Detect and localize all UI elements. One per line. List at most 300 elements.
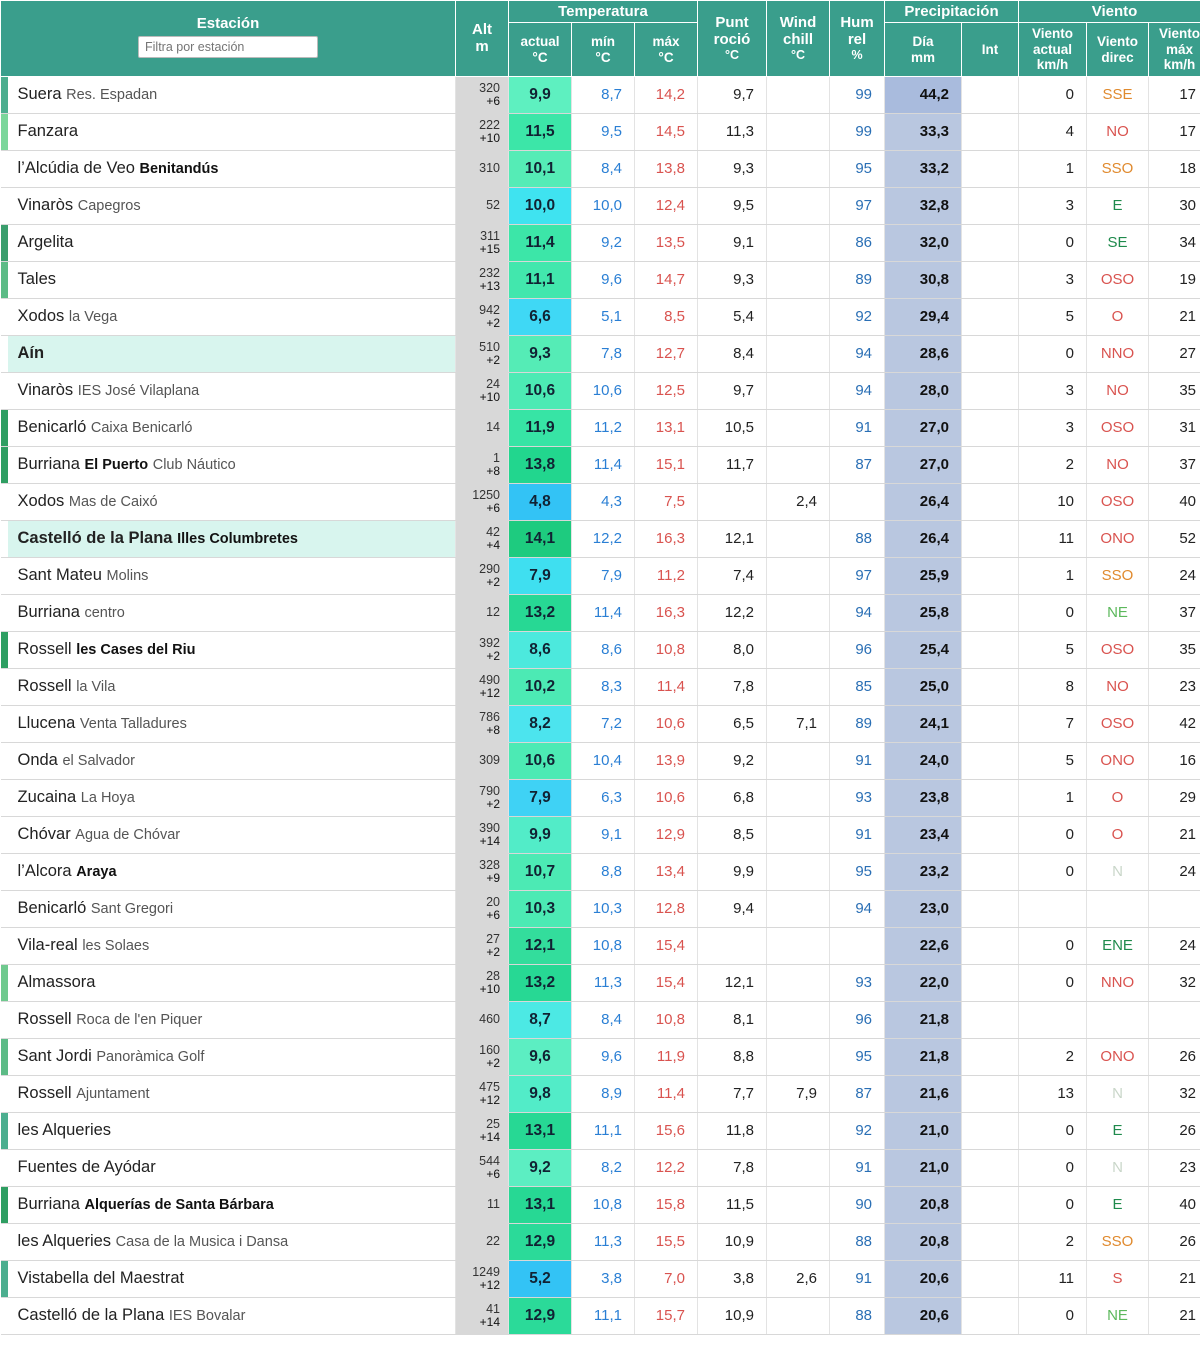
altitude-offset: +2 <box>486 316 500 331</box>
temp-actual-cell: 11,4 <box>509 224 572 261</box>
humidity-cell: 92 <box>830 298 885 335</box>
wind-direction-cell: NO <box>1087 668 1149 705</box>
table-row[interactable] <box>1 76 1200 113</box>
humidity-cell: 86 <box>830 224 885 261</box>
wind-max-cell: 30 <box>1149 187 1200 224</box>
station-name-cell[interactable] <box>8 409 456 446</box>
wind-max-cell: 24 <box>1149 927 1200 964</box>
header-chill-label: chill <box>782 31 813 49</box>
altitude-offset: +6 <box>486 501 500 516</box>
table-row[interactable] <box>1 261 1200 298</box>
header-precip-int: Int <box>962 23 1019 77</box>
precip-intensity-cell <box>962 446 1019 483</box>
altitude-cell <box>456 113 509 150</box>
temp-actual-cell: 9,3 <box>509 335 572 372</box>
altitude-value: 160 <box>479 1042 500 1057</box>
table-row[interactable] <box>1 1038 1200 1075</box>
wind-actual-cell: 7 <box>1019 705 1087 742</box>
wind-direction-cell: NO <box>1087 372 1149 409</box>
station-name-cell[interactable] <box>8 594 456 631</box>
table-row[interactable] <box>1 187 1200 224</box>
table-row[interactable] <box>1 742 1200 779</box>
table-row[interactable] <box>1 113 1200 150</box>
station-name-cell[interactable] <box>8 1112 456 1149</box>
precip-intensity-cell <box>962 261 1019 298</box>
station-name-cell[interactable] <box>8 335 456 372</box>
station-name-cell[interactable] <box>8 1223 456 1260</box>
station-main-name: Chóvar <box>17 825 71 844</box>
station-name-cell[interactable] <box>8 1038 456 1075</box>
altitude-offset: +8 <box>486 464 500 479</box>
precip-intensity-cell <box>962 927 1019 964</box>
table-row[interactable] <box>1 927 1200 964</box>
row-color-bar <box>1 1260 8 1297</box>
station-name-cell[interactable] <box>8 668 456 705</box>
station-name-cell[interactable] <box>8 298 456 335</box>
wind-actual-cell: 0 <box>1019 1186 1087 1223</box>
station-name-cell[interactable] <box>8 76 456 113</box>
humidity-cell: 91 <box>830 1260 885 1297</box>
station-name-cell[interactable] <box>8 890 456 927</box>
precip-intensity-cell <box>962 594 1019 631</box>
table-row[interactable] <box>1 964 1200 1001</box>
altitude-value: 11 <box>487 1197 500 1212</box>
wind-max-cell: 21 <box>1149 298 1200 335</box>
altitude-value: 22 <box>486 1234 500 1249</box>
table-row[interactable] <box>1 853 1200 890</box>
temp-max-cell: 13,4 <box>635 853 698 890</box>
station-main-name: Sant Mateu <box>17 566 102 585</box>
row-color-bar <box>1 964 8 1001</box>
row-color-bar <box>1 1075 8 1112</box>
temp-min-cell: 8,4 <box>572 1001 635 1038</box>
wind-actual-cell: 11 <box>1019 1260 1087 1297</box>
wind-direction-cell: OSO <box>1087 705 1149 742</box>
temp-max-cell: 11,2 <box>635 557 698 594</box>
table-row[interactable] <box>1 150 1200 187</box>
station-name-cell[interactable] <box>8 1149 456 1186</box>
temp-actual-cell: 11,5 <box>509 113 572 150</box>
station-main-name: Zucaina <box>17 788 77 807</box>
precipitation-cell: 20,8 <box>885 1223 962 1260</box>
station-name-cell[interactable] <box>8 557 456 594</box>
altitude-value: 310 <box>479 161 500 176</box>
table-row[interactable] <box>1 1075 1200 1112</box>
windchill-cell <box>767 631 830 668</box>
wind-max-cell: 35 <box>1149 372 1200 409</box>
temp-actual-cell: 10,6 <box>509 742 572 779</box>
altitude-value: 475 <box>479 1079 500 1094</box>
table-row[interactable] <box>1 816 1200 853</box>
table-row[interactable] <box>1 1149 1200 1186</box>
dewpoint-cell: 10,5 <box>698 409 767 446</box>
altitude-cell <box>456 742 509 779</box>
precip-intensity-cell <box>962 150 1019 187</box>
dewpoint-cell: 8,5 <box>698 816 767 853</box>
row-color-bar <box>1 187 8 224</box>
station-sub-name: Casa de la Musica i Dansa <box>115 1234 289 1251</box>
dewpoint-cell: 6,5 <box>698 705 767 742</box>
row-color-bar <box>1 520 8 557</box>
precip-intensity-cell <box>962 631 1019 668</box>
precipitation-cell: 20,6 <box>885 1260 962 1297</box>
header-temp-min-unit: °C <box>595 49 611 65</box>
temp-max-cell: 12,5 <box>635 372 698 409</box>
dewpoint-cell: 9,7 <box>698 372 767 409</box>
wind-actual-cell: 0 <box>1019 224 1087 261</box>
windchill-cell: 7,9 <box>767 1075 830 1112</box>
precipitation-cell: 25,8 <box>885 594 962 631</box>
header-altitude-label: Alt <box>472 21 492 39</box>
wind-actual-cell: 1 <box>1019 150 1087 187</box>
wind-direction-cell: O <box>1087 816 1149 853</box>
row-color-bar <box>1 113 8 150</box>
temp-actual-cell: 9,9 <box>509 76 572 113</box>
station-main-name: Rossell <box>17 1010 72 1029</box>
windchill-cell <box>767 446 830 483</box>
altitude-offset: +14 <box>479 1315 500 1330</box>
wind-actual-cell: 0 <box>1019 1297 1087 1334</box>
station-sub-name: La Hoya <box>80 790 135 807</box>
temp-actual-cell: 11,9 <box>509 409 572 446</box>
altitude-value: 41 <box>486 1301 500 1316</box>
altitude-value: 28 <box>486 968 500 983</box>
precip-intensity-cell <box>962 224 1019 261</box>
station-name-cell[interactable] <box>8 1297 456 1334</box>
windchill-cell <box>767 668 830 705</box>
header-humedad-unit: % <box>851 48 863 63</box>
station-sub-name: Sant Gregori <box>90 901 174 918</box>
wind-max-cell: 26 <box>1149 1223 1200 1260</box>
temp-max-cell: 11,9 <box>635 1038 698 1075</box>
table-row[interactable] <box>1 298 1200 335</box>
table-row[interactable] <box>1 1112 1200 1149</box>
windchill-cell <box>767 113 830 150</box>
wind-max-cell <box>1149 1001 1200 1038</box>
header-viento-actual-line1: Viento <box>1032 26 1074 42</box>
altitude-cell <box>456 150 509 187</box>
header-temp-actual-label: actual <box>520 34 560 49</box>
altitude-cell <box>456 76 509 113</box>
dewpoint-cell: 12,1 <box>698 520 767 557</box>
temp-min-cell: 7,8 <box>572 335 635 372</box>
station-sub-name: Alquerías de Santa Bárbara <box>84 1197 274 1214</box>
station-name-cell[interactable] <box>8 1186 456 1223</box>
precip-intensity-cell <box>962 1223 1019 1260</box>
altitude-offset: +2 <box>486 649 500 664</box>
station-name-cell[interactable] <box>8 187 456 224</box>
dewpoint-cell <box>698 483 767 520</box>
altitude-offset: +10 <box>479 390 500 405</box>
header-temp-max <box>635 23 698 77</box>
altitude-value: 510 <box>479 339 500 354</box>
station-sub-name: les Solaes <box>82 938 150 955</box>
temp-min-cell: 7,2 <box>572 705 635 742</box>
wind-actual-cell: 0 <box>1019 927 1087 964</box>
temp-max-cell: 7,5 <box>635 483 698 520</box>
windchill-cell <box>767 964 830 1001</box>
table-row[interactable] <box>1 1223 1200 1260</box>
table-row[interactable] <box>1 779 1200 816</box>
station-sub-name: Benitandús <box>139 161 219 178</box>
station-name-cell[interactable] <box>8 1260 456 1297</box>
humidity-cell: 85 <box>830 668 885 705</box>
wind-actual-cell: 3 <box>1019 372 1087 409</box>
table-row[interactable] <box>1 890 1200 927</box>
altitude-cell <box>456 594 509 631</box>
station-name-cell[interactable] <box>8 927 456 964</box>
temp-min-cell: 6,3 <box>572 779 635 816</box>
humidity-cell: 95 <box>830 853 885 890</box>
wind-direction-cell: S <box>1087 1260 1149 1297</box>
station-sub-name: Mas de Caixó <box>68 494 158 511</box>
header-viento-max-unit: km/h <box>1163 57 1196 73</box>
windchill-cell <box>767 1038 830 1075</box>
temp-actual-cell: 9,6 <box>509 1038 572 1075</box>
humidity-cell: 93 <box>830 779 885 816</box>
station-main-name: Benicarló <box>17 899 87 918</box>
altitude-cell <box>456 372 509 409</box>
precipitation-cell: 23,4 <box>885 816 962 853</box>
altitude-cell <box>456 705 509 742</box>
station-name-cell[interactable] <box>8 520 456 557</box>
temp-min-cell: 8,4 <box>572 150 635 187</box>
precip-intensity-cell <box>962 853 1019 890</box>
temp-min-cell: 3,8 <box>572 1260 635 1297</box>
precipitation-cell: 30,8 <box>885 261 962 298</box>
wind-direction-cell: NE <box>1087 594 1149 631</box>
wind-direction-cell: OSO <box>1087 261 1149 298</box>
windchill-cell <box>767 187 830 224</box>
wind-direction-cell: NO <box>1087 113 1149 150</box>
station-sub-name: la Vega <box>68 309 118 326</box>
temp-max-cell: 10,6 <box>635 779 698 816</box>
temp-actual-cell: 9,9 <box>509 816 572 853</box>
windchill-cell <box>767 853 830 890</box>
windchill-cell <box>767 520 830 557</box>
humidity-cell: 99 <box>830 113 885 150</box>
temp-min-cell: 5,1 <box>572 298 635 335</box>
table-row[interactable] <box>1 1260 1200 1297</box>
table-row[interactable] <box>1 631 1200 668</box>
humidity-cell: 91 <box>830 816 885 853</box>
station-sub-name: Panoràmica Golf <box>96 1049 205 1066</box>
wind-actual-cell: 10 <box>1019 483 1087 520</box>
temp-max-cell: 16,3 <box>635 594 698 631</box>
wind-direction-cell: O <box>1087 298 1149 335</box>
station-name-cell[interactable] <box>8 816 456 853</box>
table-row[interactable] <box>1 557 1200 594</box>
altitude-value: 544 <box>479 1153 500 1168</box>
station-main-name: Rossell <box>17 1084 72 1103</box>
windchill-cell <box>767 742 830 779</box>
wind-direction-cell: ONO <box>1087 1038 1149 1075</box>
wind-max-cell: 52 <box>1149 520 1200 557</box>
temp-max-cell: 11,4 <box>635 668 698 705</box>
altitude-cell <box>456 927 509 964</box>
station-name-cell[interactable] <box>8 113 456 150</box>
altitude-offset: +6 <box>486 908 500 923</box>
station-main-name: Rossell <box>17 677 72 696</box>
precip-intensity-cell <box>962 520 1019 557</box>
station-main-name: Castelló de la Plana <box>17 1306 165 1325</box>
station-sub-name: les Cases del Riu <box>76 642 196 659</box>
humidity-cell: 97 <box>830 187 885 224</box>
humidity-cell: 88 <box>830 520 885 557</box>
station-name-cell[interactable] <box>8 372 456 409</box>
station-sub-name: Illes Columbretes <box>177 531 298 548</box>
temp-actual-cell: 10,7 <box>509 853 572 890</box>
table-row[interactable] <box>1 409 1200 446</box>
table-row[interactable] <box>1 594 1200 631</box>
station-name-cell[interactable] <box>8 853 456 890</box>
station-main-name: Fuentes de Ayódar <box>17 1158 156 1177</box>
humidity-cell: 88 <box>830 1223 885 1260</box>
station-name-cell[interactable] <box>8 446 456 483</box>
station-name-cell[interactable] <box>8 631 456 668</box>
header-humedad <box>830 1 885 77</box>
precipitation-cell: 21,0 <box>885 1149 962 1186</box>
humidity-cell: 91 <box>830 1149 885 1186</box>
station-name-cell[interactable] <box>8 150 456 187</box>
station-filter-input[interactable] <box>138 36 318 58</box>
temp-min-cell: 11,1 <box>572 1297 635 1334</box>
precipitation-cell: 26,4 <box>885 483 962 520</box>
windchill-cell <box>767 779 830 816</box>
windchill-cell <box>767 76 830 113</box>
altitude-value: 328 <box>479 857 500 872</box>
altitude-value: 14 <box>486 420 500 435</box>
temp-max-cell: 10,8 <box>635 631 698 668</box>
altitude-cell <box>456 964 509 1001</box>
wind-actual-cell: 2 <box>1019 1223 1087 1260</box>
station-main-name: l’Alcúdia de Veo <box>17 159 135 178</box>
temp-max-cell: 13,1 <box>635 409 698 446</box>
table-row[interactable] <box>1 224 1200 261</box>
dewpoint-cell: 9,9 <box>698 853 767 890</box>
windchill-cell <box>767 927 830 964</box>
wind-actual-cell <box>1019 890 1087 927</box>
humidity-cell: 94 <box>830 594 885 631</box>
wind-max-cell: 23 <box>1149 668 1200 705</box>
table-row[interactable] <box>1 446 1200 483</box>
header-viento-actual-line2: actual <box>1033 41 1073 57</box>
station-name-cell[interactable] <box>8 1001 456 1038</box>
windchill-cell <box>767 298 830 335</box>
station-name-cell[interactable] <box>8 261 456 298</box>
table-row[interactable] <box>1 1186 1200 1223</box>
dewpoint-cell: 12,2 <box>698 594 767 631</box>
altitude-cell <box>456 1149 509 1186</box>
wind-direction-cell: NNO <box>1087 964 1149 1001</box>
wind-actual-cell: 0 <box>1019 964 1087 1001</box>
humidity-cell: 91 <box>830 409 885 446</box>
header-humedad-line1: Hum <box>840 13 874 31</box>
dewpoint-cell: 9,7 <box>698 76 767 113</box>
table-row[interactable] <box>1 335 1200 372</box>
header-viento-actual-unit: km/h <box>1036 57 1069 73</box>
table-row[interactable] <box>1 1297 1200 1334</box>
precipitation-cell: 33,2 <box>885 150 962 187</box>
header-viento-max <box>1149 23 1200 77</box>
station-sub-name: Venta Talladures <box>79 716 187 733</box>
precipitation-cell: 25,4 <box>885 631 962 668</box>
windchill-cell <box>767 557 830 594</box>
table-header <box>1 1 1200 77</box>
precip-intensity-cell <box>962 1297 1019 1334</box>
station-main-name: Castelló de la Plana <box>17 529 173 548</box>
precipitation-cell: 25,0 <box>885 668 962 705</box>
dewpoint-cell: 6,8 <box>698 779 767 816</box>
altitude-cell <box>456 1297 509 1334</box>
table-row[interactable] <box>1 520 1200 557</box>
station-name-cell[interactable] <box>8 224 456 261</box>
altitude-cell <box>456 224 509 261</box>
station-sub-name: Caixa Benicarló <box>90 420 193 437</box>
altitude-offset: +8 <box>486 723 500 738</box>
precip-intensity-cell <box>962 705 1019 742</box>
station-name-cell[interactable] <box>8 964 456 1001</box>
station-name-cell[interactable] <box>8 1075 456 1112</box>
temp-min-cell: 10,4 <box>572 742 635 779</box>
wind-direction-cell: ENE <box>1087 927 1149 964</box>
wind-actual-cell: 3 <box>1019 409 1087 446</box>
station-main-name: Almassora <box>17 973 96 992</box>
row-color-bar <box>1 224 8 261</box>
temp-max-cell: 15,4 <box>635 964 698 1001</box>
temp-max-cell: 12,9 <box>635 816 698 853</box>
table-row[interactable] <box>1 705 1200 742</box>
wind-direction-cell: N <box>1087 1075 1149 1112</box>
altitude-cell <box>456 446 509 483</box>
temp-min-cell: 10,3 <box>572 890 635 927</box>
precip-intensity-cell <box>962 298 1019 335</box>
humidity-cell: 96 <box>830 631 885 668</box>
wind-max-cell: 21 <box>1149 1260 1200 1297</box>
table-row[interactable] <box>1 668 1200 705</box>
station-name-cell[interactable] <box>8 483 456 520</box>
station-name-cell[interactable] <box>8 779 456 816</box>
altitude-value: 24 <box>486 376 500 391</box>
temp-max-cell: 11,4 <box>635 1075 698 1112</box>
wind-max-cell: 24 <box>1149 557 1200 594</box>
humidity-cell: 87 <box>830 446 885 483</box>
table-row[interactable] <box>1 372 1200 409</box>
humidity-cell: 87 <box>830 1075 885 1112</box>
row-color-bar <box>1 1038 8 1075</box>
header-wind-label: Wind <box>779 13 817 31</box>
wind-max-cell: 19 <box>1149 261 1200 298</box>
windchill-cell <box>767 1001 830 1038</box>
table-row[interactable] <box>1 483 1200 520</box>
station-name-cell[interactable] <box>8 742 456 779</box>
station-sub-name: Molins <box>106 568 149 585</box>
precipitation-cell: 23,2 <box>885 853 962 890</box>
wind-direction-cell: SSO <box>1087 150 1149 187</box>
row-color-bar <box>1 298 8 335</box>
temp-actual-cell: 10,3 <box>509 890 572 927</box>
temp-actual-cell: 9,8 <box>509 1075 572 1112</box>
table-row[interactable] <box>1 1001 1200 1038</box>
row-color-bar <box>1 1001 8 1038</box>
station-main-name: Vinaròs <box>17 196 74 215</box>
temp-min-cell: 8,3 <box>572 668 635 705</box>
row-color-bar <box>1 372 8 409</box>
station-name-cell[interactable] <box>8 705 456 742</box>
dewpoint-cell: 7,7 <box>698 1075 767 1112</box>
altitude-offset: +10 <box>479 982 500 997</box>
precip-intensity-cell <box>962 1186 1019 1223</box>
